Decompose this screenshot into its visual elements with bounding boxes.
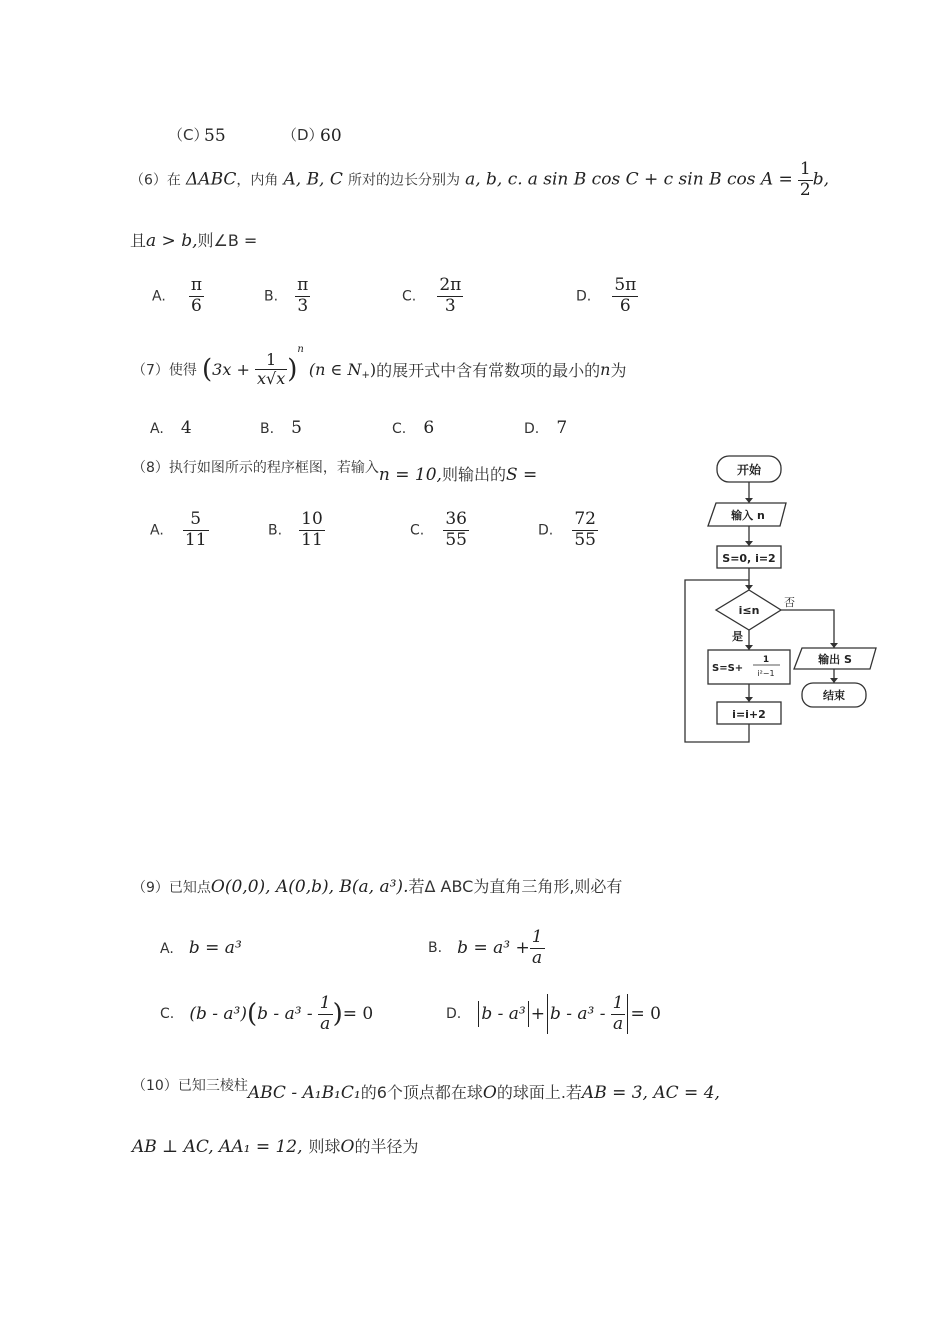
- q8-option-d: D. $\frac{72}{55}$: [538, 509, 596, 550]
- q6-expression: a sin B cos C + c sin B cos A =: [527, 169, 793, 190]
- q6-half-fraction: $\frac{1}{2}$: [799, 159, 811, 200]
- flow-start-label: 开始: [736, 463, 762, 477]
- question-8: （8）执行如图所示的程序框图，若输入n = 10,则输出的S =: [132, 460, 538, 485]
- flow-increment-label: i=i+2: [732, 708, 766, 721]
- q7-option-b: B. 5: [260, 418, 302, 438]
- flow-condition-label: i≤n: [738, 604, 760, 617]
- q6-tail: b,: [812, 169, 829, 190]
- flow-update-prefix: S=S+: [712, 663, 744, 674]
- flow-init-label: S=0, i=2: [722, 552, 776, 565]
- q7-number: （7）使得: [132, 362, 197, 379]
- q6-triangle: ΔABC: [186, 169, 237, 190]
- flow-update-numerator: 1: [762, 655, 770, 665]
- q9-option-a: A. b = a³: [160, 938, 242, 958]
- q9-option-b: B. b = a³ + $\frac{1}{a}$: [428, 927, 543, 968]
- q6-rest: 所对的边长分别为: [347, 172, 460, 189]
- q8-option-a: A. $\frac{5}{11}$: [150, 509, 207, 550]
- q10-line2: AB ⊥ AC, AA₁ = 12, 则球O的半径为: [132, 1137, 419, 1157]
- flow-input-label: 输入 n: [731, 509, 765, 522]
- q8-option-c: C. $\frac{36}{55}$: [410, 509, 467, 550]
- q7-option-d: D. 7: [524, 418, 568, 438]
- q6-option-a: A. $\frac{\pi}{6}$: [152, 275, 203, 316]
- q6-intro: 在: [166, 172, 181, 189]
- q7-option-a: A. 4: [150, 418, 192, 438]
- q6-option-b: B. $\frac{\pi}{3}$: [264, 275, 309, 316]
- q9-option-c: C. (b - a³)(b - a³ - $\frac{1}{a}$ )= 0: [160, 993, 374, 1034]
- q8-option-b: B. $\frac{10}{11}$: [268, 509, 323, 550]
- q5-option-d-value: 60: [320, 126, 342, 146]
- q6-angles: A, B, C: [283, 169, 343, 190]
- program-flowchart: [680, 450, 880, 750]
- q6-number: （6）: [130, 172, 167, 189]
- q6-option-d: D. $\frac{5\pi}{6}$: [576, 275, 637, 316]
- question-7: （7）使得 (3x + $\frac{1}{x√x}$ )$^n$ (n ∈ $N_+$)的展开式中含有常数项的最小的n为: [132, 344, 627, 388]
- q5-option-d-label: （D）: [282, 126, 324, 144]
- question-6: [130, 160, 829, 200]
- q6-mid: ，内角: [236, 172, 279, 189]
- question-10: （10）已知三棱柱ABC - A₁B₁C₁的6个顶点都在球O的球面上.若AB = 3, AC = 4,: [132, 1078, 720, 1103]
- flow-end-label: 结束: [823, 689, 845, 702]
- q5-option-c-value: 55: [204, 126, 226, 146]
- q6-line2: 且a > b,则∠B =: [130, 231, 258, 251]
- q6-option-c: C. $\frac{2\pi}{3}$: [402, 275, 462, 316]
- flow-update-denominator: i²−1: [757, 669, 775, 678]
- q6-sides: a, b, c.: [465, 169, 523, 190]
- q5-option-c-label: （C）: [168, 126, 209, 144]
- flow-output-label: 输出 S: [818, 653, 852, 666]
- flow-no-label: 否: [784, 596, 795, 609]
- q7-option-c: C. 6: [392, 418, 435, 438]
- question-9: （9）已知点O(0,0), A(0,b), B(a, a³).若Δ ABC为直角三角形,则必有: [132, 877, 623, 897]
- q9-option-d: D. b - a³ + b - a³ - $\frac{1}{a}$ = 0: [446, 993, 661, 1034]
- flow-yes-label: 是: [732, 630, 743, 643]
